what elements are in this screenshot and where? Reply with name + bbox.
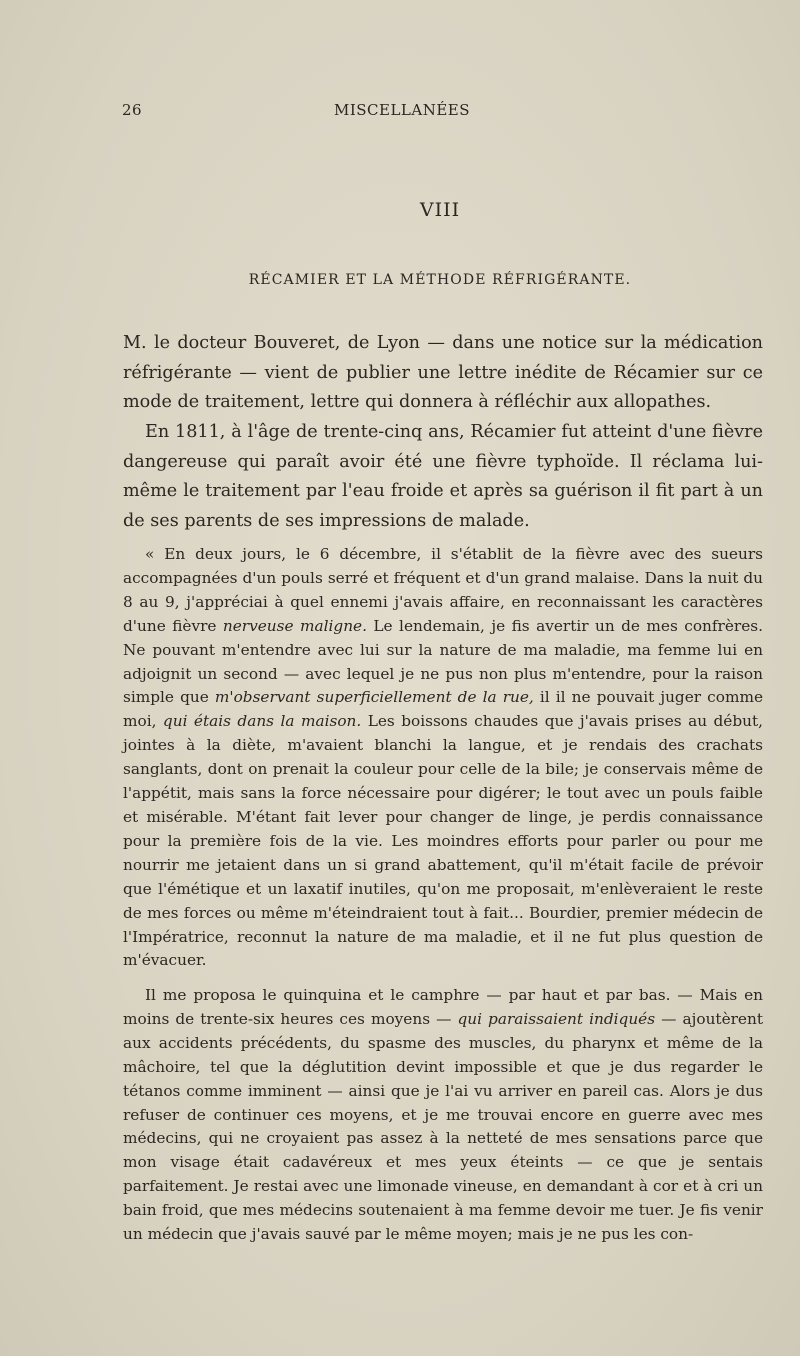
paragraph-intro: M. le docteur Bouveret, de Lyon — dans une notice sur la médication réfrigérante — vient de publier une lettre inédite de Récamier sur ce mode de traitement, lettre qui donnera à réfléchir aux allopathes. [123, 333, 763, 412]
chapter-number: VIII [419, 199, 461, 221]
quote-text: Les boissons chaudes que j'avais prises au début, jointes à la diète, m'avaient blanchi la langue, et je rendais des crachats sanglants, dont on prenait la couleur pour celle de la bile; je conservais même de l'appétit, mais sans la force nécessaire pour digérer; le tout avec un pouls faible et misérable. M'étant fait lever pour changer de linge, je perdis connaissance pour la première fois de la vie. Les moindres efforts pour parler ou pour me nourrir me jetaient dans un si grand abattement, qu'il m'était facile de prévoir que l'émétique et un laxatif inutiles, qu'on me proposait, m'enlèveraient le reste de mes forces ou même m'éteindraient tout à fait... Bourdier, premier médecin de l'Impératrice, reconnut la nature de ma maladie, et il ne fut plus question de m'évacuer. [123, 712, 763, 970]
quote-text: « En deux jours, le 6 décembre, il s'établit de la fièvre avec des sueurs accompagnées d'un pouls serré et fréquent et d'un grand malaise. Dans la nuit du 8 au 9, j'appréciai à quel ennemi j'avais affaire, en reconnaissant les caractères d'une fièvre [123, 545, 763, 635]
quote-text: Le lendemain, je fis avertir un de mes confrères. Ne pouvant m'entendre avec lui sur la nature de ma maladie, ma femme lui en adjoignit un second — avec lequel je ne pus non plus m'entendre, pour la raison simple que [123, 616, 763, 707]
quote-text: il il ne pouvait juger comme moi, [123, 688, 764, 731]
paragraph-context: En 1811, à l'âge de trente-cinq ans, Récamier fut atteint d'une fièvre dangereuse qui paraît avoir été une fièvre typhoïde. Il réclama lui-même le traitement par l'eau froide et après sa guérison il fit part à un de ses parents de ses impressions de malade. [123, 422, 763, 531]
quote-text: Il me proposa le quinquina et le camphre — par haut et par bas. — Mais en moins de trente-six heures ces moyens — [123, 986, 763, 1028]
italic-phrase: qui paraissaient indiqués [457, 1009, 656, 1028]
paragraph-letter-continued [123, 984, 763, 1247]
italic-phrase: qui étais dans la maison. [162, 712, 362, 731]
page-number: 26 [122, 101, 143, 119]
paragraph-letter-quote [123, 543, 763, 973]
chapter-title: RÉCAMIER ET LA MÉTHODE RÉFRIGÉRANTE. [248, 272, 632, 288]
italic-phrase: nerveuse maligne. [222, 616, 367, 635]
quote-text: — ajoutèrent aux accidents précédents, du spasme des muscles, du pharynx et même de la mâchoire, tel que la déglutition devint impossible et que je dus regarder le tétanos comme imminent — ainsi que je l'ai vu arriver en pareil cas. Alors je dus refuser de continuer ces moyens, et je me trouvai encore en guerre avec mes médecins, qui ne croyaient pas assez à la netteté de mes sensations parce que mon visage était cadavéreux et mes yeux éteints — ce que je sentais parfaitement. Je restai avec une limonade vineuse, en demandant à cor et à cri un bain froid, que mes médecins soutenaient à ma femme devoir me tuer. Je fis venir un médecin que j'avais sauvé par le même moyen; mais je ne pus les con- [123, 1009, 763, 1244]
running-title: MISCELLANÉES [333, 101, 471, 119]
running-head [122, 101, 682, 125]
italic-phrase: m'observant superficiellement de la rue, [214, 688, 534, 707]
